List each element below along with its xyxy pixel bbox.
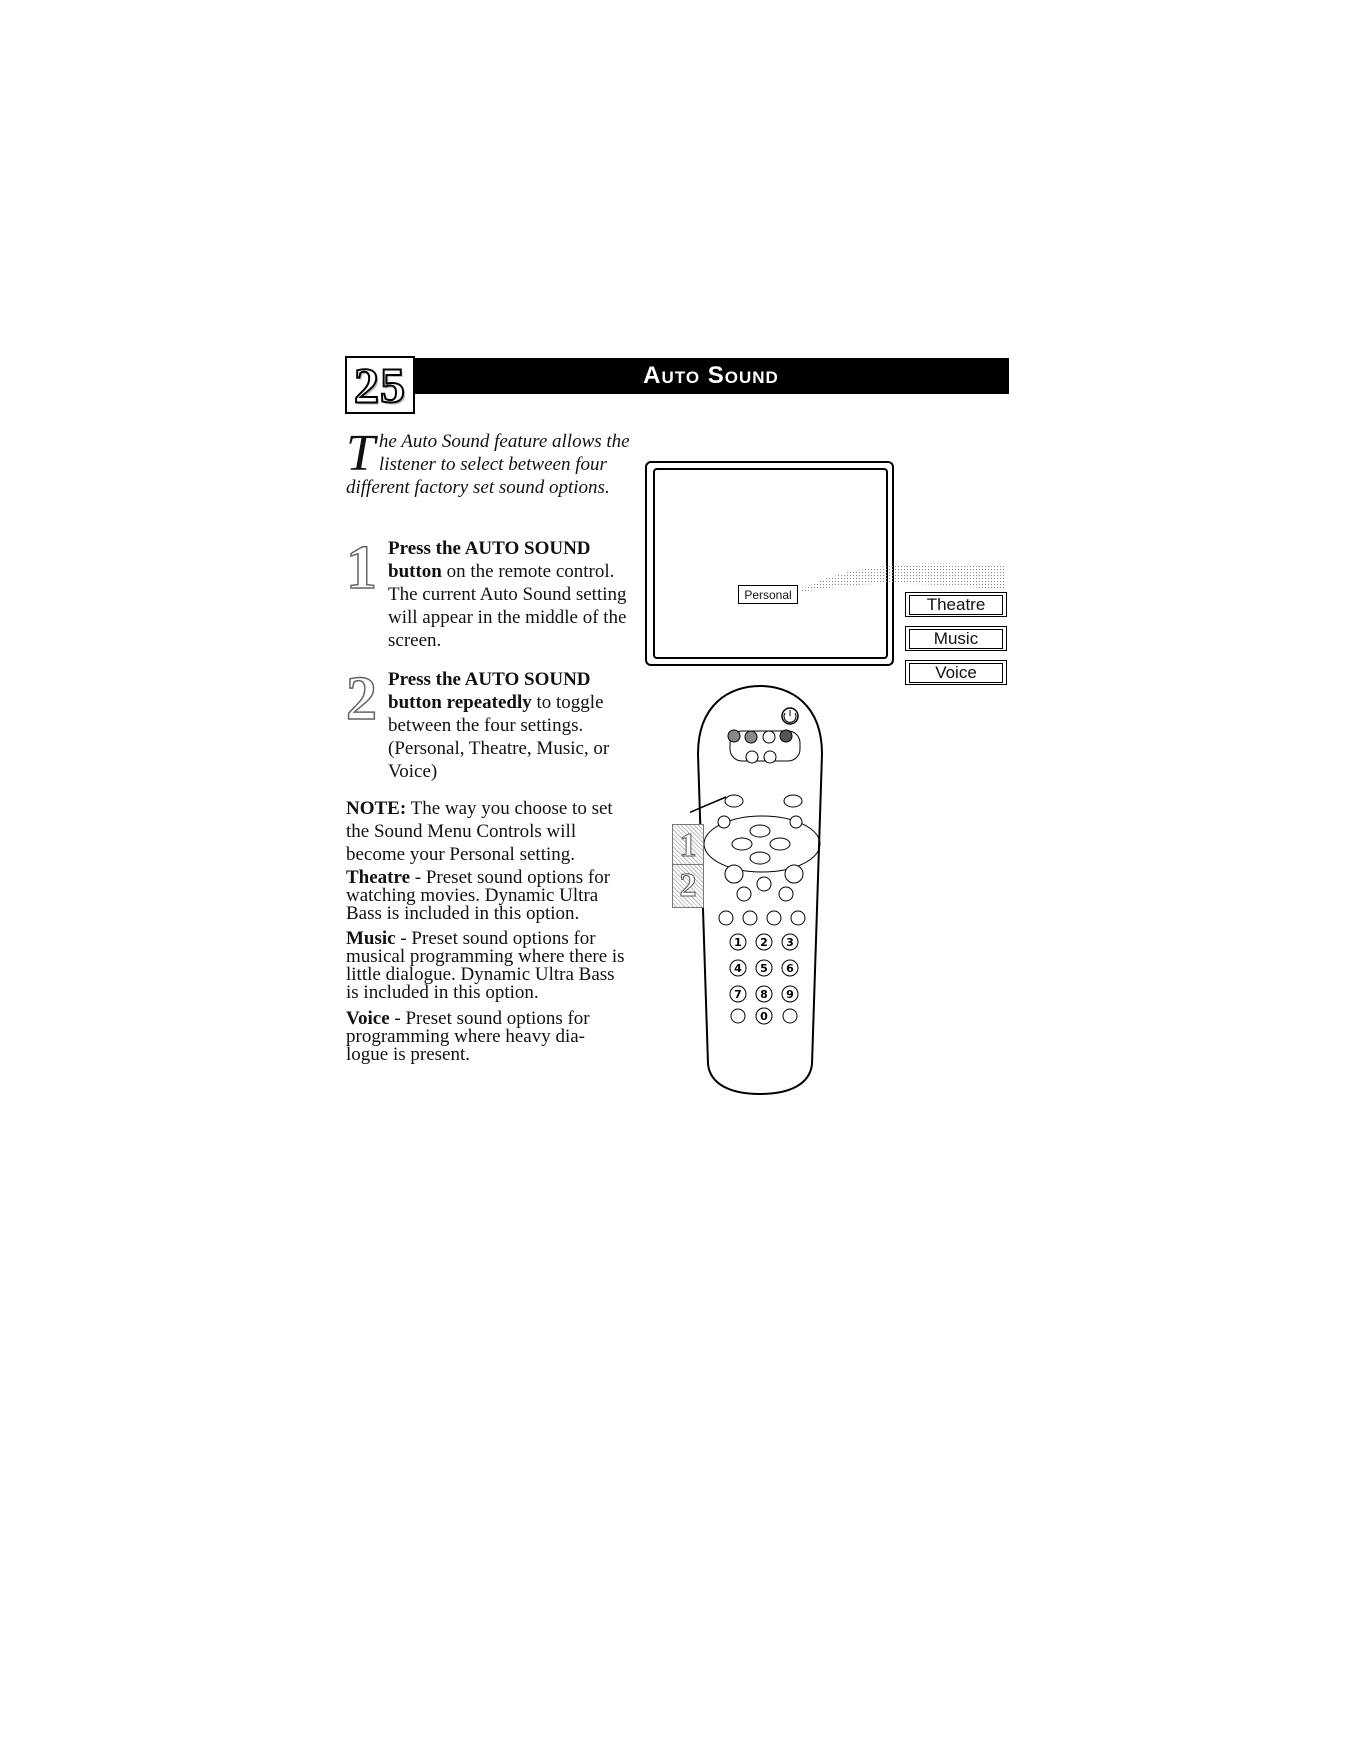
key-5: 5 — [760, 962, 768, 975]
step-1 — [346, 534, 636, 657]
option-music — [905, 626, 1007, 651]
key-1: 1 — [734, 936, 742, 949]
definition-theatre — [346, 869, 626, 923]
note-text: The way you choose to set the Sound Menu Controls will become your Personal setting. — [346, 798, 613, 865]
key-2: 2 — [760, 936, 768, 949]
step-2 — [346, 665, 636, 788]
remote-step-marker-1: 1 — [672, 824, 704, 868]
key-8: 8 — [760, 988, 768, 1001]
drop-cap: T — [346, 425, 375, 482]
option-theatre — [905, 592, 1007, 617]
step-bold: Press the AUTO SOUND button repeatedly — [388, 669, 591, 713]
remote-step-marker-2: 2 — [672, 864, 704, 908]
key-7: 7 — [734, 988, 742, 1001]
note — [346, 797, 636, 866]
step-text — [388, 668, 636, 783]
current-sound-setting: Personal — [738, 585, 798, 604]
definition-music — [346, 930, 626, 1002]
key-0: 0 — [760, 1010, 768, 1023]
definition-term: Voice — [346, 1008, 390, 1029]
remote-control — [690, 684, 830, 1096]
definition-text: - Preset sound options for watching movies. Dynamic Ultra Bass is included in this option. — [346, 867, 611, 924]
key-6: 6 — [786, 962, 794, 975]
definition-term: Theatre — [346, 867, 411, 888]
option-label: Theatre — [909, 595, 1003, 615]
step-text — [388, 537, 636, 652]
step-bold: Press the AUTO SOUND button — [388, 538, 591, 582]
step-number: 1 — [346, 537, 380, 599]
definition-voice — [346, 1010, 626, 1064]
page-number: 25 — [345, 356, 415, 414]
option-voice — [905, 660, 1007, 685]
definition-text: - Preset sound options for musical programming where there is little dialogue. Dynamic Ultra Bass is included in this option. — [346, 928, 625, 1003]
note-label: NOTE: — [346, 798, 407, 819]
key-9: 9 — [786, 988, 794, 1001]
key-4: 4 — [734, 962, 742, 975]
page-title: Auto Sound — [413, 358, 1009, 394]
step-body: on the remote control. The current Auto Sound setting will appear in the middle of the screen. — [388, 561, 627, 651]
step-body: to toggle between the four settings. (Personal, Theatre, Music, or Voice) — [388, 692, 610, 782]
step-number: 2 — [346, 668, 380, 730]
definition-text: - Preset sound options for programming where heavy dia-logue is present. — [346, 1008, 590, 1065]
option-label: Music — [909, 629, 1003, 649]
definition-term: Music — [346, 928, 396, 949]
option-label: Voice — [909, 663, 1003, 683]
key-3: 3 — [786, 936, 794, 949]
intro-paragraph — [346, 425, 646, 499]
intro-text: he Auto Sound feature allows the listener to select between four different factory set sound options. — [346, 431, 630, 498]
